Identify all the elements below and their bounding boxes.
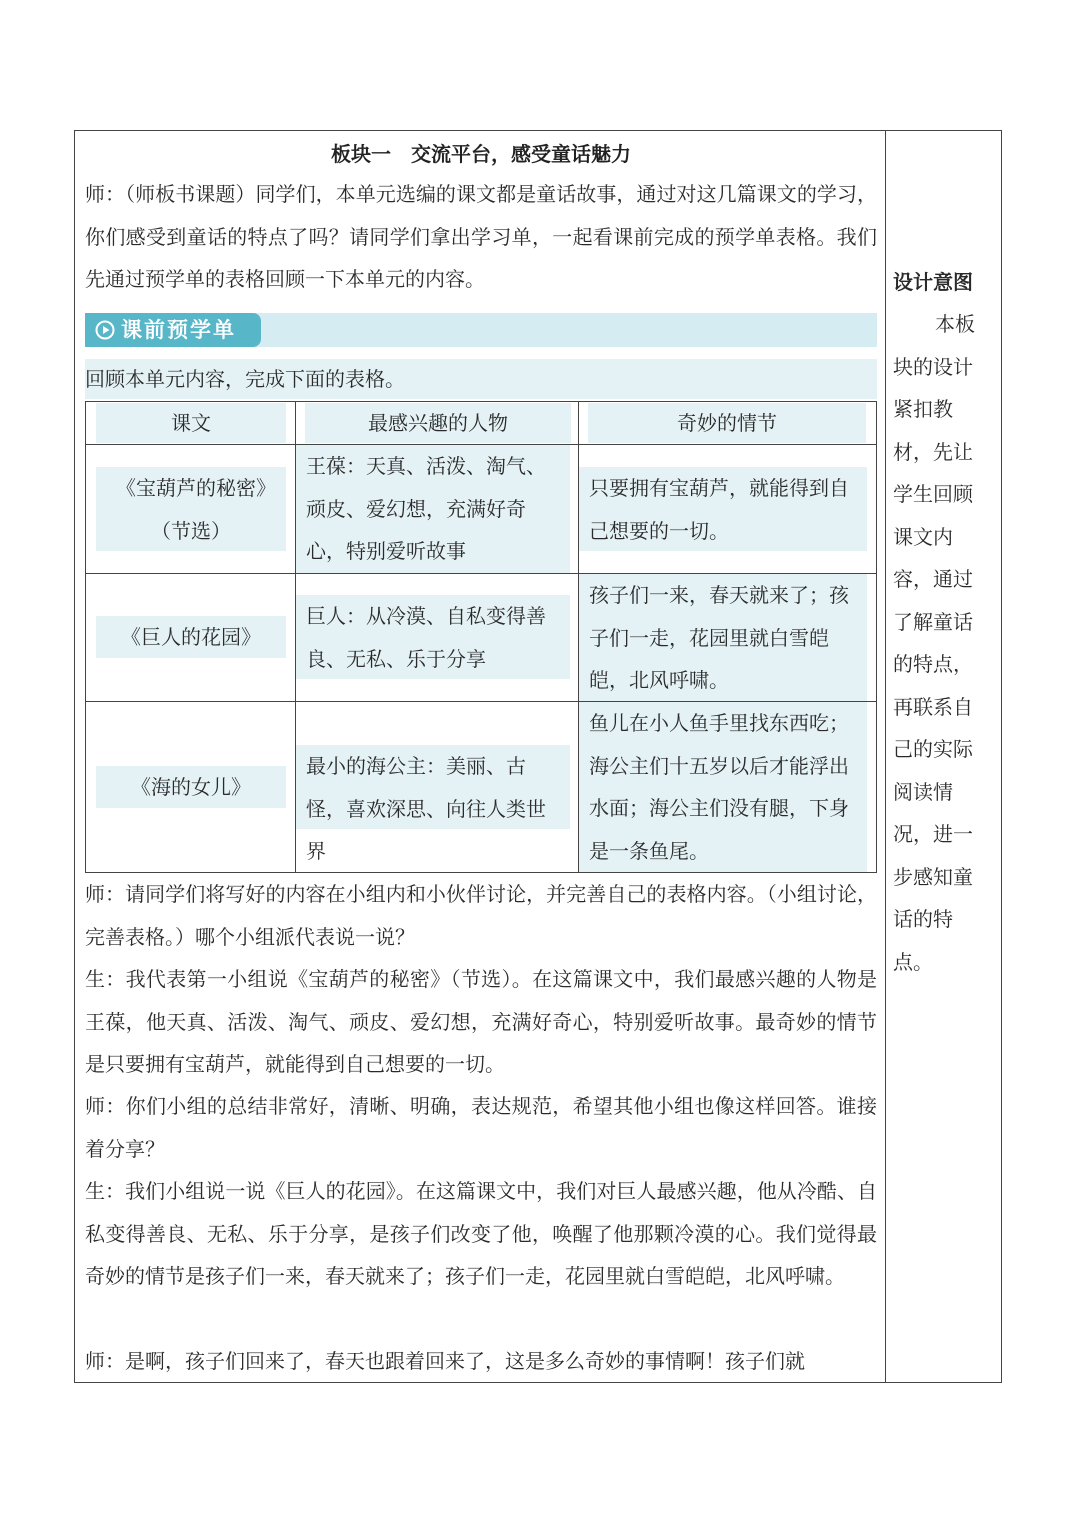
row-3-text: 《海的女儿》: [96, 766, 286, 808]
worksheet-banner: [85, 313, 877, 347]
row-3-character: 最小的海公主：美丽、古怪，喜欢深思、向往人类世界: [296, 745, 570, 829]
worksheet-instruction: 回顾本单元内容，完成下面的表格。: [85, 359, 877, 399]
dialogue-5: 师：是啊，孩子们回来了，春天也跟着回来了，这是多么奇妙的事情啊！孩子们就: [85, 1349, 805, 1373]
row-1-text: 《宝葫芦的秘密》（节选）: [96, 467, 286, 551]
play-circle-icon: [95, 320, 115, 340]
dialogue-3: 师：你们小组的总结非常好，清晰、明确，表达规范，希望其他小组也像这样回答。谁接着分享？: [85, 1094, 877, 1161]
dialogue-4: 生：我们小组说一说《巨人的花园》。在这篇课文中，我们对巨人最感兴趣，他从冷酷、自私变得善良、无私、乐于分享，是孩子们改变了他，唤醒了他那颗冷漠的心。我们觉得最奇妙的情节是孩子们一来，春天就来了；孩子们一走，花园里就白雪皑皑，北风呼啸。: [85, 1179, 877, 1288]
intro-paragraph: 师：（师板书课题）同学们，本单元选编的课文都是童话故事，通过对这几篇课文的学习，你们感受到童话的特点了吗？请同学们拿出学习单，一起看课前完成的预学单表格。我们先通过预学单的表格回顾一下本单元的内容。: [85, 182, 877, 291]
header-plot: 奇妙的情节: [588, 403, 866, 443]
row-1-plot: 只要拥有宝葫芦，就能得到自己想要的一切。: [579, 467, 867, 551]
dialogue-1: 师：请同学们将写好的内容在小组内和小伙伴讨论，并完善自己的表格内容。（小组讨论，完善表格。）哪个小组派代表说一说？: [85, 882, 877, 949]
row-3-plot: 鱼儿在小人鱼手里找东西吃；海公主们十五岁以后才能浮出水面；海公主们没有腿，下身是一条鱼尾。: [579, 702, 867, 872]
header-character: 最感兴趣的人物: [305, 403, 571, 443]
worksheet-banner-tab: [85, 313, 261, 347]
row-2-character: 巨人：从冷漠、自私变得善良、无私、乐于分享: [296, 595, 570, 679]
row-2-text: 《巨人的花园》: [96, 616, 286, 658]
lesson-plan-table: [74, 130, 1002, 1383]
row-2-plot: 孩子们一来，春天就来了；孩子们一走，花园里就白雪皑皑，北风呼啸。: [579, 574, 867, 701]
design-intent-title: 设计意图: [893, 270, 973, 294]
design-intent-text: 本板块的设计紧扣教材，先让学生回顾课文内容，通过了解童话的特点，再联系自己的实际阅读情况，进一步感知童话的特点。: [893, 312, 975, 974]
column-divider: [885, 131, 886, 1382]
worksheet-table: [85, 401, 877, 873]
section-heading: 板块一 交流平台，感受童话魅力: [331, 142, 631, 166]
worksheet-banner-label: 课前预学单: [121, 317, 236, 342]
row-1-character: 王葆：天真、活泼、淘气、顽皮、爱幻想，充满好奇心，特别爱听故事: [296, 445, 570, 573]
dialogue-2: 生：我代表第一小组说《宝葫芦的秘密》（节选）。在这篇课文中，我们最感兴趣的人物是王葆，他天真、活泼、淘气、顽皮、爱幻想，充满好奇心，特别爱听故事。最奇妙的情节是只要拥有宝葫芦，就能得到自己想要的一切。: [85, 967, 877, 1076]
header-text: 课文: [96, 403, 286, 443]
